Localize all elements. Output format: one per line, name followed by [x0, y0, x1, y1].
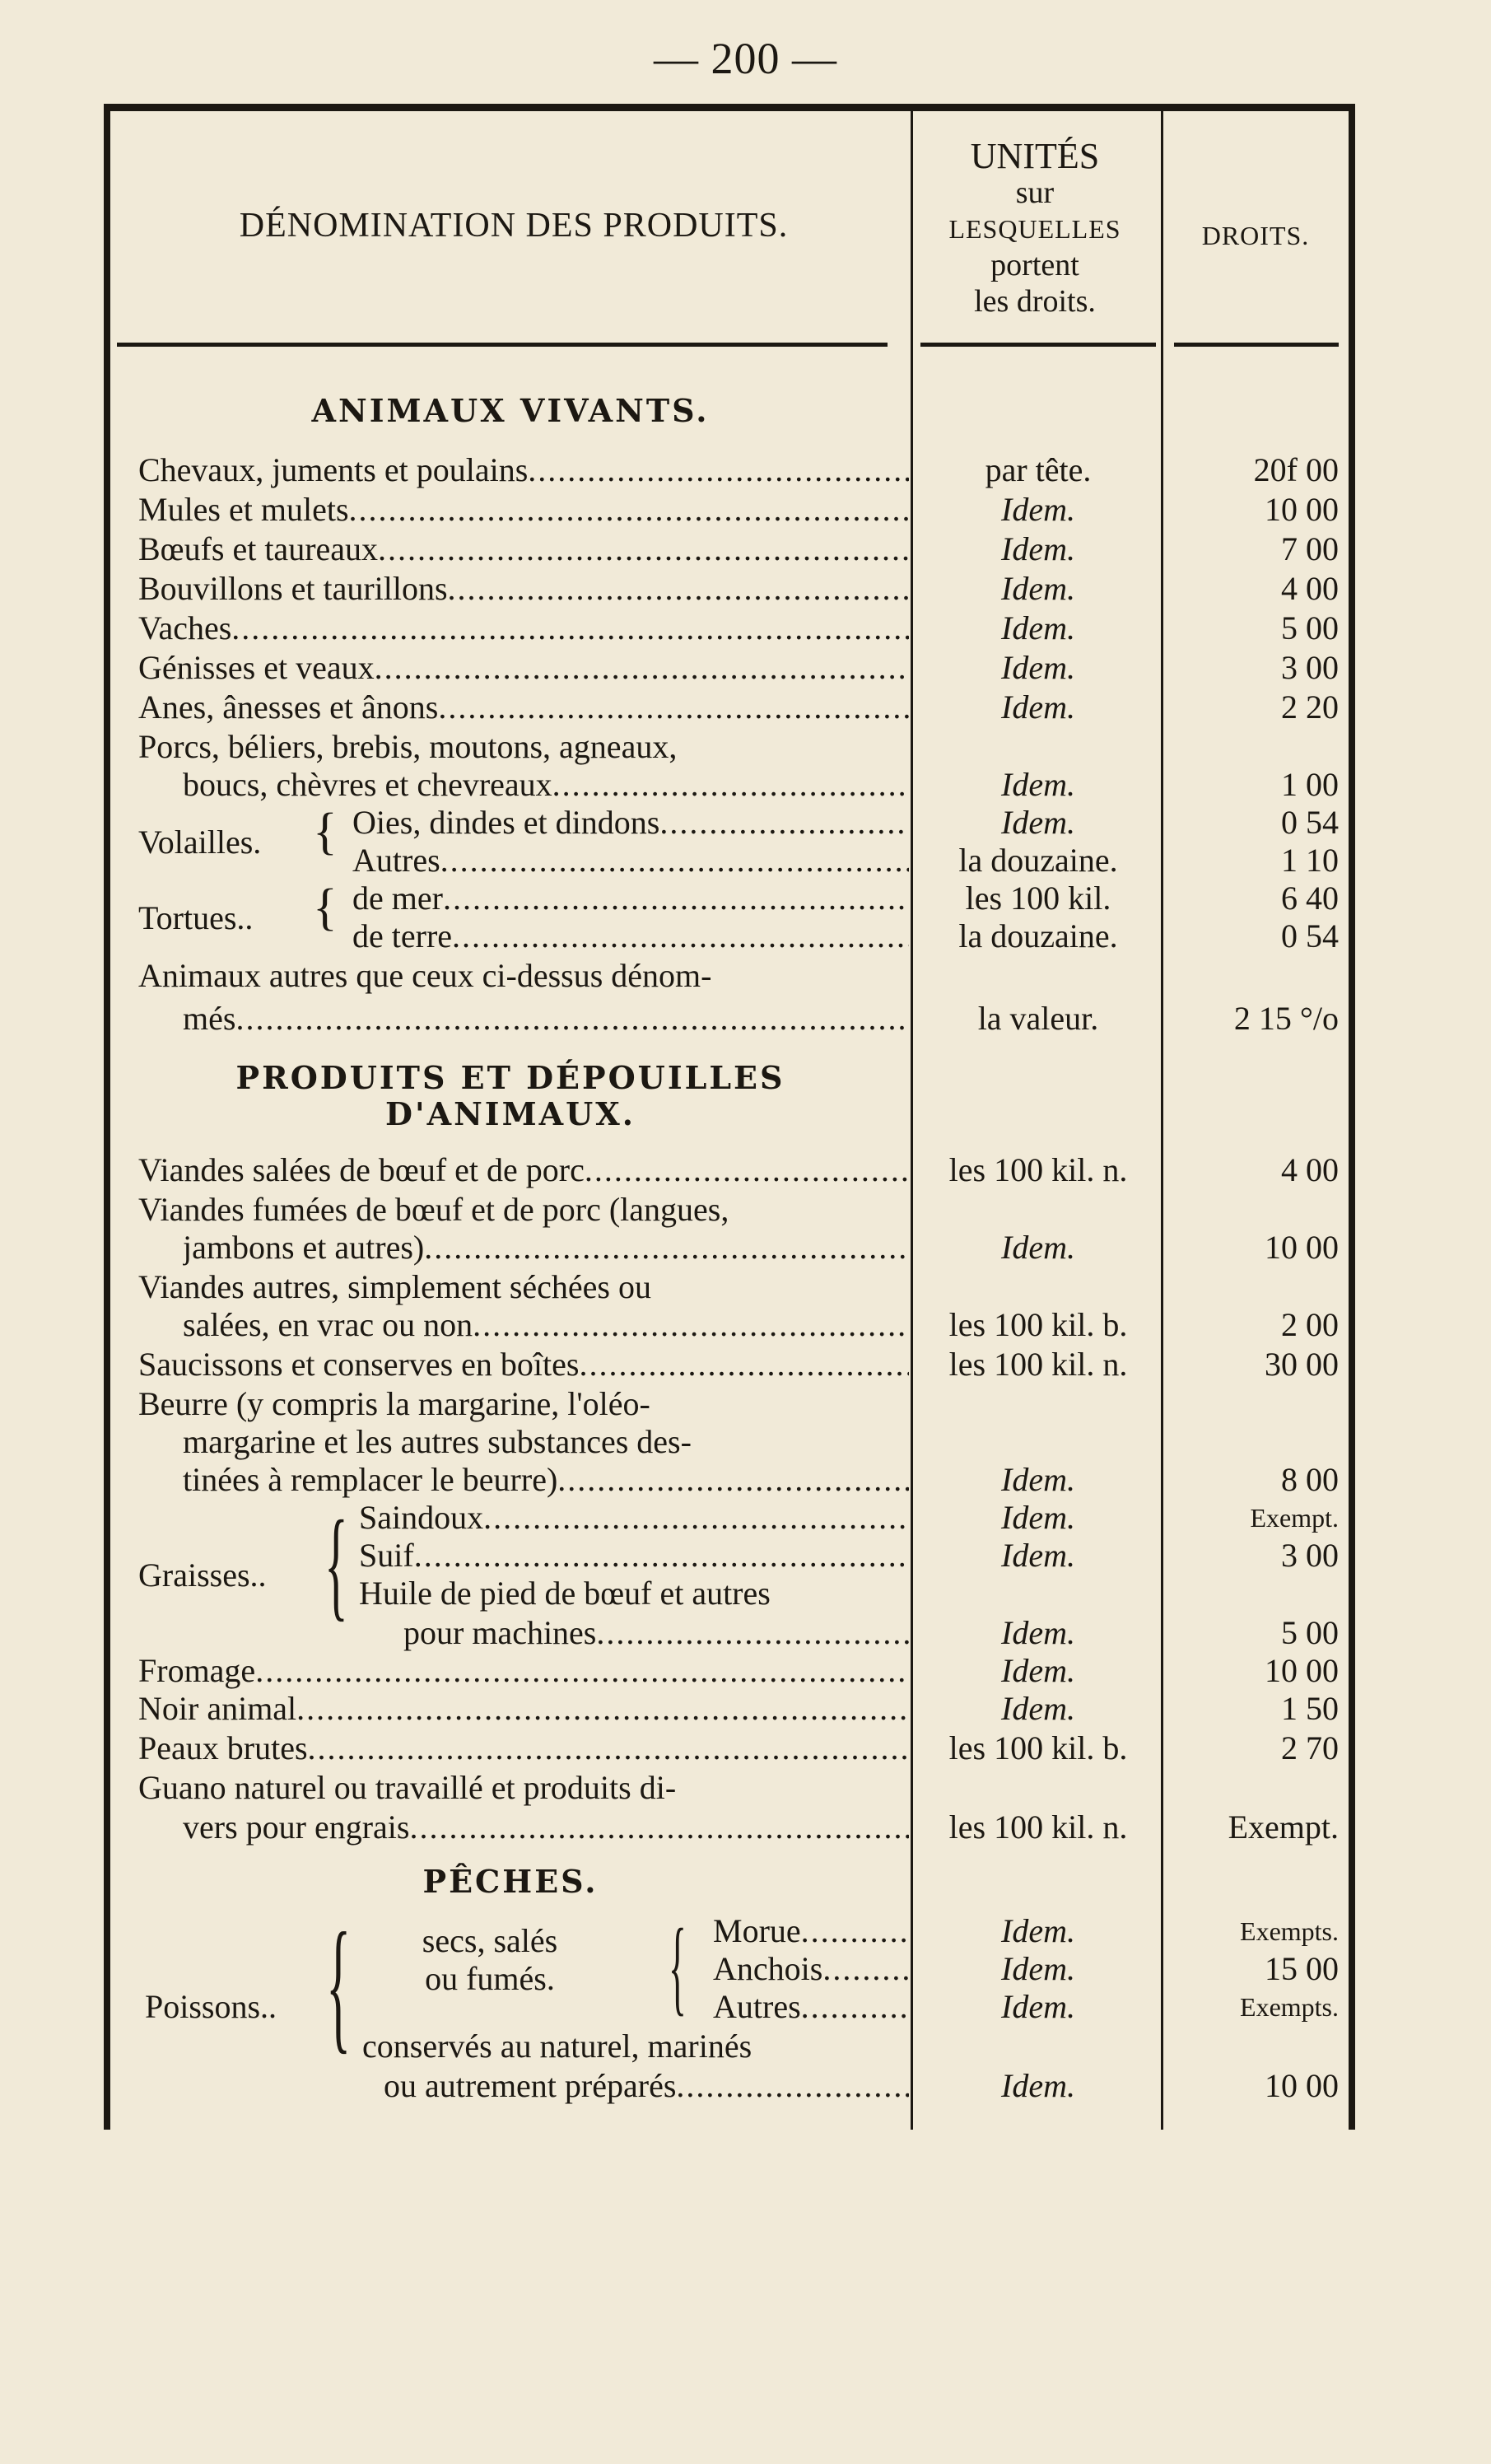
table-row: [0, 1988, 1491, 2026]
product-name: Animaux autres que ceux ci-dessus dénom-: [138, 957, 712, 994]
product-name: Peaux brutes .....: [138, 1729, 909, 1767]
unit: la douzaine.: [958, 917, 1118, 954]
header-units-line: UNITÉS: [970, 136, 1100, 176]
table-row: [0, 1912, 1491, 1950]
header-duties: DROITS.: [1201, 221, 1310, 250]
table-row: [0, 1950, 1491, 1988]
table-row: [0, 530, 1491, 568]
table-row: [0, 1614, 1491, 1652]
unit: Idem.: [1001, 1229, 1075, 1266]
product-name: margarine et les autres substances des-: [183, 1423, 692, 1460]
table-row: [0, 609, 1491, 647]
product-name: Autres .....: [352, 842, 909, 880]
table-row: [0, 1499, 1491, 1537]
brace: {: [313, 804, 338, 860]
product-name: Guano naturel ou travaillé et produits di-: [138, 1769, 677, 1806]
header-rule: [1174, 343, 1339, 347]
product-name: conservés au naturel, marinés: [362, 2028, 752, 2065]
header-product-name: DÉNOMINATION DES PRODUITS.: [239, 207, 789, 245]
table-row: [0, 766, 1491, 804]
table-row: [0, 804, 1491, 842]
duty: Exempts.: [1240, 1916, 1339, 1946]
product-name: pour machines .....: [403, 1614, 909, 1652]
unit: Idem.: [1001, 1652, 1075, 1689]
product-name: més .....: [183, 1000, 909, 1038]
duty: 10 00: [1265, 2067, 1339, 2104]
table-row: [0, 1808, 1491, 1846]
duty: 10 00: [1265, 1229, 1339, 1266]
section-title: PÊCHES.: [422, 1863, 599, 1900]
table-row: [0, 1461, 1491, 1499]
group-label-volailles: Volailles.: [138, 824, 262, 861]
product-name: Chevaux, juments et poulains .....: [138, 451, 909, 489]
unit: Idem.: [1001, 609, 1075, 646]
duty: 3 00: [1281, 649, 1339, 686]
unit: par tête.: [985, 451, 1092, 488]
brace: {: [313, 880, 338, 936]
product-name: Morue .....: [713, 1912, 909, 1950]
duty: 10 00: [1265, 1652, 1339, 1689]
product-name: Noir animal .....: [138, 1690, 909, 1728]
table-row: [0, 1306, 1491, 1344]
table-row: [0, 1191, 1491, 1229]
unit: Idem.: [1001, 1690, 1075, 1727]
duty: 1 10: [1281, 842, 1339, 879]
duty: 1 00: [1281, 766, 1339, 803]
table-row: [0, 688, 1491, 726]
table-row: [0, 1769, 1491, 1807]
unit: les 100 kil. n.: [948, 1346, 1128, 1383]
product-name: salées, en vrac ou non .....: [183, 1306, 909, 1344]
product-name: Saindoux .....: [359, 1499, 909, 1537]
product-name: Bouvillons et taurillons .....: [138, 570, 909, 608]
duty: Exempt.: [1250, 1503, 1339, 1533]
unit: les 100 kil. b.: [948, 1729, 1128, 1766]
duty: 8 00: [1281, 1461, 1339, 1498]
brace: {: [324, 1496, 348, 1632]
header-units-line: les droits.: [974, 284, 1096, 319]
product-name: Fromage .....: [138, 1652, 909, 1690]
duty: 2 00: [1281, 1306, 1339, 1343]
product-name: ou autrement préparés .....: [384, 2067, 909, 2105]
product-name: boucs, chèvres et chevreaux .....: [183, 766, 909, 804]
duty: 2 15 °/o: [1233, 1000, 1339, 1037]
product-name: de terre .....: [352, 917, 909, 955]
header-rule: [117, 343, 888, 347]
duty: 10 00: [1265, 491, 1339, 528]
group-label-graisses: Graisses..: [138, 1556, 267, 1594]
duty: 20f 00: [1253, 451, 1339, 488]
duty: 2 70: [1281, 1729, 1339, 1766]
unit: Idem.: [1001, 649, 1075, 686]
table-row: [0, 1346, 1491, 1384]
duty: 0 54: [1281, 917, 1339, 954]
brace: {: [669, 1907, 687, 2026]
duty: 5 00: [1281, 609, 1339, 646]
section-title: D'ANIMAUX.: [385, 1095, 636, 1132]
product-name: vers pour engrais .....: [183, 1808, 909, 1846]
duty: Exempts.: [1240, 1992, 1339, 2022]
table-row: [0, 1268, 1491, 1306]
product-name: Vaches .....: [138, 609, 909, 647]
table-row: [0, 451, 1491, 489]
unit: Idem.: [1001, 1499, 1075, 1536]
table-row: [0, 728, 1491, 766]
product-name: Anchois .....: [713, 1950, 909, 1988]
unit: la douzaine.: [958, 842, 1118, 879]
table-row: [0, 1000, 1491, 1038]
duty: Exempt.: [1228, 1808, 1339, 1846]
product-name: Porcs, béliers, brebis, moutons, agneaux,: [138, 728, 678, 765]
unit: Idem.: [1001, 1614, 1075, 1651]
duty: 0 54: [1281, 804, 1339, 841]
unit: Idem.: [1001, 2067, 1075, 2104]
duty: 3 00: [1281, 1537, 1339, 1574]
product-name: Viandes autres, simplement séchées ou: [138, 1268, 651, 1305]
table-row: [0, 1229, 1491, 1267]
unit: Idem.: [1001, 688, 1075, 726]
table-row: [0, 842, 1491, 880]
unit: les 100 kil.: [965, 880, 1111, 917]
duty: 15 00: [1265, 1950, 1339, 1987]
product-name: de mer .....: [352, 880, 909, 917]
table-row: [0, 957, 1491, 995]
unit: les 100 kil. n.: [948, 1808, 1128, 1846]
unit: Idem.: [1001, 1950, 1075, 1987]
duty: 6 40: [1281, 880, 1339, 917]
duty: 2 20: [1281, 688, 1339, 726]
page-number: — 200 —: [654, 34, 837, 83]
unit: Idem.: [1001, 1461, 1075, 1498]
header-units: [916, 138, 1154, 320]
table-row: [0, 1652, 1491, 1690]
unit: Idem.: [1001, 1537, 1075, 1574]
section-title: ANIMAUX VIVANTS.: [311, 392, 710, 429]
duty: 7 00: [1281, 530, 1339, 567]
section-title: PRODUITS ET DÉPOUILLES: [235, 1059, 785, 1096]
product-name: Viandes fumées de bœuf et de porc (langues,: [138, 1191, 729, 1228]
product-name: Beurre (y compris la margarine, l'oléo-: [138, 1385, 650, 1422]
table-row: [0, 491, 1491, 529]
product-name: Bœufs et taureaux .....: [138, 530, 909, 568]
product-name: Viandes salées de bœuf et de porc .....: [138, 1151, 909, 1189]
product-name: tinées à remplacer le beurre) .....: [183, 1461, 909, 1499]
table-row: [0, 1690, 1491, 1728]
product-name: Huile de pied de bœuf et autres: [359, 1575, 771, 1612]
table-row: [0, 1575, 1491, 1612]
product-name: Anes, ânesses et ânons .....: [138, 688, 909, 726]
unit: Idem.: [1001, 530, 1075, 567]
table-row: [0, 2028, 1491, 2065]
unit: les 100 kil. b.: [948, 1306, 1128, 1343]
product-name: jambons et autres) .....: [183, 1229, 909, 1267]
product-name: Autres .....: [713, 1988, 909, 2026]
unit: Idem.: [1001, 804, 1075, 841]
table-row: [0, 1423, 1491, 1461]
unit: les 100 kil. n.: [948, 1151, 1128, 1188]
header-units-line: sur: [1015, 175, 1055, 210]
table-row: [0, 649, 1491, 687]
product-name: Génisses et veaux .....: [138, 649, 909, 687]
table-row: [0, 2067, 1491, 2105]
group-label-line: secs, salés: [422, 1922, 558, 1959]
header-units-line: LESQUELLES: [948, 214, 1121, 244]
group-label-poissons: Poissons..: [145, 1988, 277, 2025]
group-label-line: ou fumés.: [425, 1960, 555, 1997]
duty: 5 00: [1281, 1614, 1339, 1651]
header-rule: [920, 343, 1156, 347]
duty: 4 00: [1281, 1151, 1339, 1188]
table-row: [0, 1537, 1491, 1575]
table-row: [0, 570, 1491, 608]
table-row: [0, 1385, 1491, 1423]
unit: Idem.: [1001, 766, 1075, 803]
unit: la valeur.: [977, 1000, 1099, 1037]
table-row: [0, 917, 1491, 955]
unit: Idem.: [1001, 491, 1075, 528]
unit: Idem.: [1001, 570, 1075, 607]
table-row: [0, 1729, 1491, 1767]
unit: Idem.: [1001, 1988, 1075, 2025]
group-label-tortues: Tortues..: [138, 899, 254, 936]
brace: {: [326, 1902, 352, 2066]
table-row: [0, 880, 1491, 917]
product-name: Saucissons et conserves en boîtes .....: [138, 1346, 909, 1384]
header-units-line: portent: [990, 248, 1079, 282]
unit: Idem.: [1001, 1912, 1075, 1949]
table-row: [0, 1151, 1491, 1189]
duty: 1 50: [1281, 1690, 1339, 1727]
duty: 30 00: [1265, 1346, 1339, 1383]
product-name: Mules et mulets .....: [138, 491, 909, 529]
duty: 4 00: [1281, 570, 1339, 607]
product-name: Suif .....: [359, 1537, 909, 1575]
product-name: Oies, dindes et dindons .....: [352, 804, 909, 842]
